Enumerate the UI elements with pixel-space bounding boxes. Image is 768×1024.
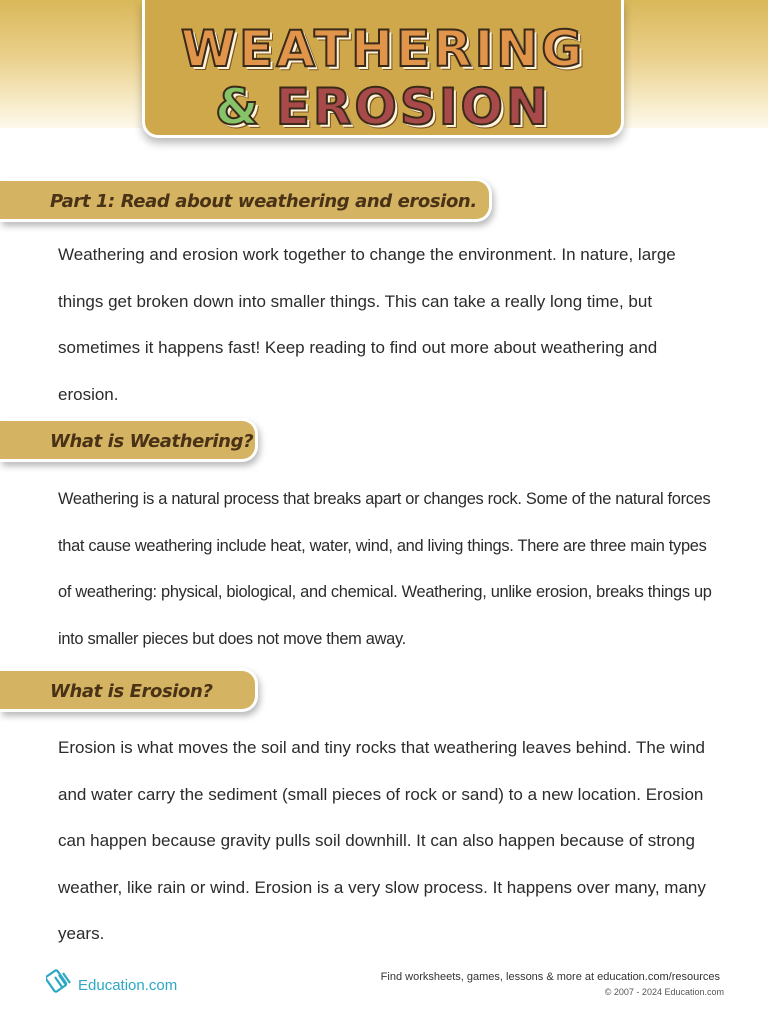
title-weathering: WEATHERING xyxy=(180,20,586,78)
footer-tagline[interactable]: Find worksheets, games, lessons & more at education.com/resources xyxy=(380,971,720,983)
footer-copyright: © 2007 - 2024 Education.com xyxy=(604,987,724,997)
title-erosion-line xyxy=(145,78,621,136)
title-banner xyxy=(142,0,624,138)
paragraph-weathering: Weathering is a natural process that breaks apart or changes rock. Some of the natural forces that cause weathering include heat, water, wind, and living things. There are three main types of weathering: physical, biological, and chemical. Weathering, unlike erosion, breaks things up into smaller pieces but does not move them away. xyxy=(58,490,712,648)
title-ampersand: & xyxy=(215,78,262,136)
section-heading-erosion xyxy=(0,668,258,712)
section-heading-text: What is Weathering? xyxy=(50,431,254,452)
section-heading-text: What is Erosion? xyxy=(50,681,213,702)
paragraph-intro: Weathering and erosion work together to change the environment. In nature, large things get broken down into smaller things. This can take a really long time, but sometimes it happens fast! Keep reading to find out more about weathering and erosion. xyxy=(58,245,676,404)
section-heading-weathering xyxy=(0,418,258,462)
section-heading-part1 xyxy=(0,178,492,222)
education-logo-icon xyxy=(46,964,76,996)
title-erosion: EROSION xyxy=(275,78,551,136)
logo-text: Education.com xyxy=(78,977,178,994)
paragraph-erosion: Erosion is what moves the soil and tiny rocks that weathering leaves behind. The wind and water carry the sediment (small pieces of rock or sand) to a new location. Erosion can happen because gravity pulls soil downhill. It can also happen because of strong weather, like rain or wind. Erosion is a very slow process. It happens over many, many years. xyxy=(58,738,706,943)
section-heading-text: Part 1: Read about weathering and erosion. xyxy=(50,191,477,212)
